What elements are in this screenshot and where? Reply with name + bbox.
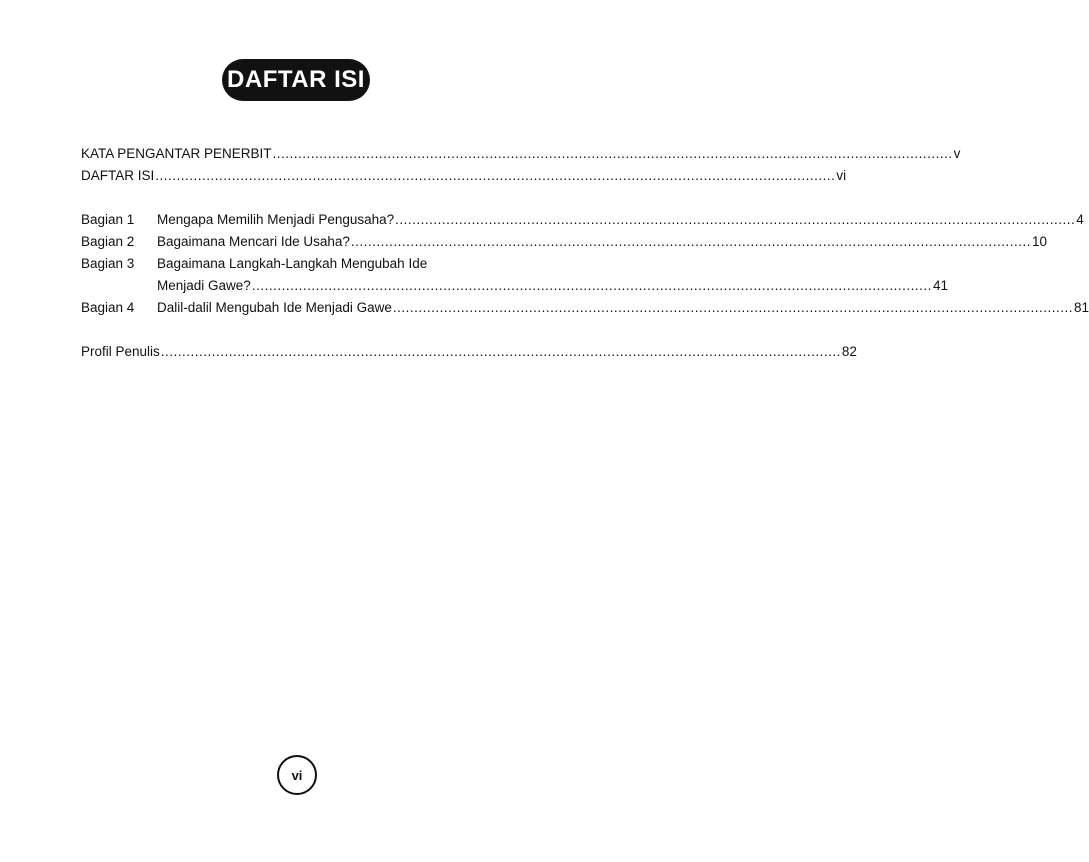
toc-part-number: Bagian 2 <box>81 234 135 249</box>
dot-leader <box>395 209 1075 231</box>
dot-leader <box>161 341 841 363</box>
toc-part-number: Bagian 1 <box>81 212 135 227</box>
toc-entry-bagian-3[interactable] <box>81 253 948 297</box>
toc-entry-label: Dalil-dalil Mengubah Ide Menjadi Gawe <box>157 300 392 315</box>
dot-leader <box>393 297 1073 319</box>
toc-entry-label-line1: Bagaimana Langkah-Langkah Mengubah Ide <box>157 256 428 271</box>
dot-leader <box>155 165 835 187</box>
toc-part-number: Bagian 4 <box>81 300 135 315</box>
toc-entry-bagian-2[interactable] <box>81 231 1048 253</box>
page-number-badge: vi <box>277 755 317 795</box>
toc-entry-label: DAFTAR ISI <box>81 168 155 183</box>
toc-entry-page: 10 <box>1032 234 1048 249</box>
toc-entry-label: KATA PENGANTAR PENERBIT <box>81 146 272 161</box>
toc-entry-bagian-4[interactable] <box>81 297 1089 319</box>
toc-entry-page: 82 <box>841 344 857 359</box>
toc-entry-page: 4 <box>1076 212 1084 227</box>
toc-part-number: Bagian 3 <box>81 256 135 271</box>
table-of-contents <box>81 143 1089 363</box>
toc-entry-daftar-isi[interactable] <box>81 165 847 187</box>
toc-entry-bagian-1[interactable] <box>81 209 1084 231</box>
toc-entry-page: v <box>953 146 961 161</box>
dot-leader <box>351 231 1031 253</box>
toc-entry-page: 81 <box>1074 300 1089 315</box>
toc-entry-kata-pengantar[interactable] <box>81 143 961 165</box>
dot-leader <box>273 143 953 165</box>
toc-entry-label: Bagaimana Mencari Ide Usaha? <box>157 234 350 249</box>
toc-entry-label: Profil Penulis <box>81 344 160 359</box>
toc-entry-page: vi <box>836 168 847 183</box>
toc-entry-label-line2: Menjadi Gawe? <box>157 278 251 293</box>
toc-entry-label: Mengapa Memilih Menjadi Pengusaha? <box>157 212 395 227</box>
toc-entry-profil-penulis[interactable] <box>81 341 857 363</box>
page-title: DAFTAR ISI <box>222 59 370 101</box>
dot-leader <box>252 275 932 297</box>
toc-entry-page: 41 <box>932 278 948 293</box>
